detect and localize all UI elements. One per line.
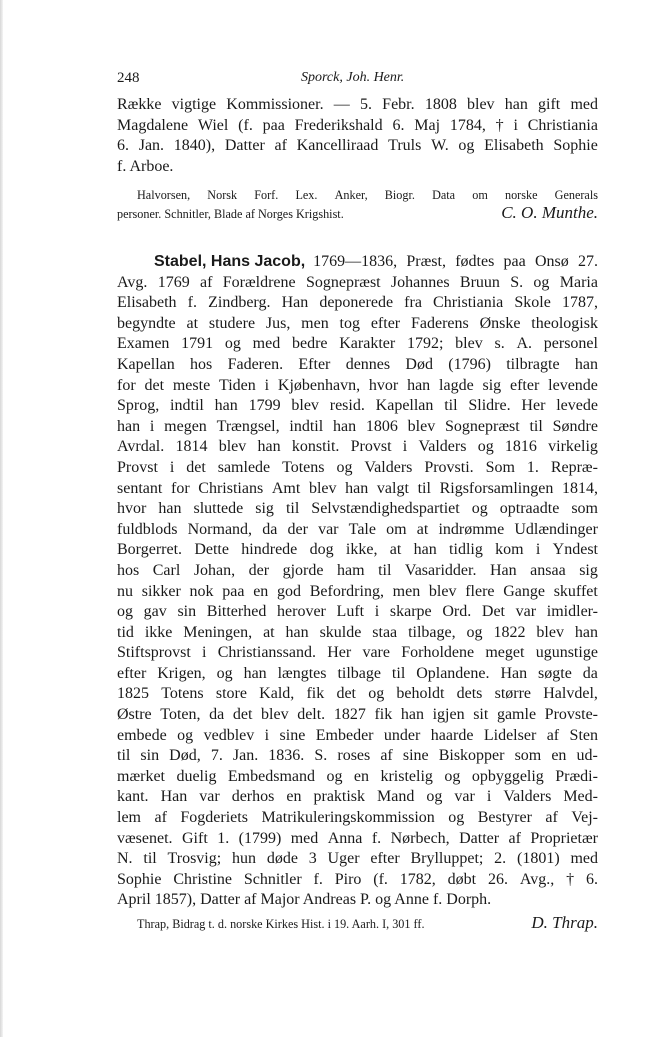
- text-line: Sprog, indtil han 1799 blev resid. Kapellan til Slidre. Her levede: [117, 397, 598, 415]
- text-line: Kapellan hos Faderen. Efter dennes Død (1796) tilbragte han: [117, 355, 598, 373]
- text-line: for det meste Tiden i Kjøbenhavn, hvor han lagde sig efter levende: [117, 376, 598, 394]
- text-line: Magdalene Wiel (f. paa Frederikshald 6. Maj 1784, † i Christiania: [117, 116, 598, 134]
- text-line: til sin Død, 7. Jan. 1836. S. roses af sine Biskopper som en ud-: [117, 747, 598, 765]
- text-line: væsenet. Gift 1. (1799) med Anna f. Nørbech, Datter af Proprietær: [117, 829, 598, 847]
- entry-headword: Stabel, Hans Jacob,: [154, 253, 306, 270]
- text-line: lem af Fogderiets Matrikuleringskommission og Bestyrer af Vej-: [117, 809, 598, 827]
- entry-stabel: [117, 252, 598, 911]
- text-line: han i megen Trængsel, indtil han 1806 blev Sognepræst til Søndre: [117, 417, 598, 435]
- text-line: Stiftsprovst i Christianssand. Her vare Forholdene meget ugunstige: [117, 644, 598, 662]
- source-line: Halvorsen, Norsk Forf. Lex. Anker, Biogr. Data om norske Generals: [137, 188, 598, 202]
- author-signature: D. Thrap.: [531, 913, 598, 932]
- previous-entry-sources: [117, 186, 598, 222]
- text-line: begyndte at studere Jus, men tog efter Faderens Ønske theologisk: [117, 314, 598, 332]
- text-line: efter Krigen, og han længtes tilbage til Oplandene. Han søgte da: [117, 664, 598, 682]
- scan-edge: [0, 0, 3, 1037]
- source-line: [117, 914, 598, 932]
- source-text: personer. Schnitler, Blade af Norges Krigshist.: [117, 207, 344, 221]
- running-head: Sporck, Joh. Henr.: [301, 70, 405, 85]
- text-line: mærket duelig Embedsmand og en kristelig og opbyggelig Prædi-: [117, 767, 598, 785]
- text-line: embede og vedblev i sine Embeder under haarde Lidelser af Sten: [117, 726, 598, 744]
- text-line: Provst i det samlede Totens og Valders Provsti. Som 1. Repræ-: [117, 458, 598, 476]
- text-line: N. til Trosvig; hun døde 3 Uger efter Brylluppet; 2. (1801) med: [117, 850, 598, 868]
- text-line: 6. Jan. 1840), Datter af Kancelliraad Truls W. og Elisabeth Sophie: [117, 137, 598, 155]
- text-line: kant. Han var derhos en praktisk Mand og var i Valders Med-: [117, 788, 598, 806]
- entry-first-line: [117, 252, 598, 273]
- text-line: Østre Toten, da det blev delt. 1827 fik han igjen sit gamle Provste-: [117, 706, 598, 724]
- source-text: Thrap, Bidrag t. d. norske Kirkes Hist. i 19. Aarh. I, 301 ff.: [137, 917, 425, 931]
- text-line: f. Arboe.: [117, 157, 174, 175]
- text-line: 1825 Totens store Kald, fik det og beholdt dets større Halvdel,: [117, 685, 598, 703]
- text-line: hos Carl Johan, der gjorde ham til Vasaridder. Han ansaa sig: [117, 561, 598, 579]
- text-line: fuldblods Normand, da der var Tale om at indrømme Udlændinger: [117, 520, 598, 538]
- text-line: Avrdal. 1814 blev han konstit. Provst i Valders og 1816 virkelig: [117, 438, 598, 456]
- source-line: [117, 204, 598, 222]
- text-line: hvor han sluttede sig til Selvstændighedspartiet og optraadte som: [117, 500, 598, 518]
- text-line: og gav sin Bitterhed herover Luft i skarpe Ord. Det var imidler-: [117, 603, 598, 621]
- text-line: Række vigtige Kommissioner. — 5. Febr. 1808 blev han gift med: [117, 96, 598, 113]
- text-line: nu sikker nok paa en god Befordring, men blev flere Gange skuffet: [117, 582, 598, 600]
- author-signature: C. O. Munthe.: [501, 203, 598, 222]
- text-line: Sophie Christine Schnitler f. Piro (f. 1782, døbt 26. Avg., † 6.: [117, 870, 598, 888]
- text-line: Avg. 1769 af Forældrene Sognepræst Johannes Bruun S. og Maria: [117, 273, 598, 291]
- text-line: Examen 1791 og med bedre Karakter 1792; blev s. A. personel: [117, 335, 598, 353]
- previous-entry-text: [117, 95, 598, 177]
- text-line: Elisabeth f. Zindberg. Han deponerede fra Christiania Skole 1787,: [117, 294, 598, 312]
- text-line: sentant for Christians Amt blev han valgt til Rigsforsamlingen 1814,: [117, 479, 598, 497]
- text-line: April 1857), Datter af Major Andreas P. og Anne f. Dorph.: [117, 891, 492, 909]
- entry-sources: [117, 914, 598, 932]
- entry-body-lines: [117, 273, 598, 911]
- page-number: 248: [117, 70, 140, 86]
- text-line: tid ikke Meningen, at han skulde staa tilbage, og 1822 blev han: [117, 623, 598, 641]
- entry-first-line-text: 1769—1836, Præst, fødtes paa Onsø 27.: [313, 253, 598, 270]
- text-line: Borgerret. Dette hindrede dog ikke, at han tidlig kom i Yndest: [117, 541, 598, 559]
